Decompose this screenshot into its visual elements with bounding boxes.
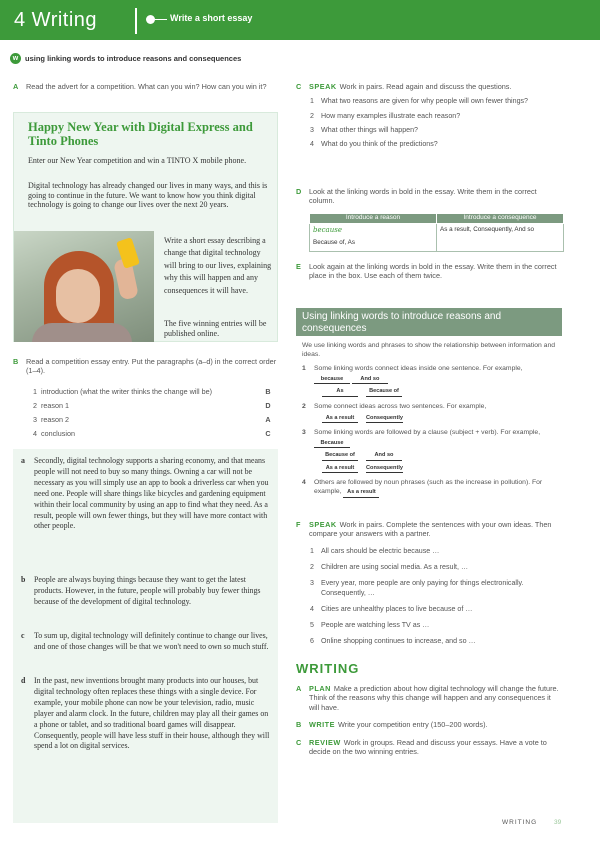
section-d-instruction: Look at the linking words in bold in the essay. Write them in the correct column. bbox=[309, 187, 537, 206]
item-text: reason 2 bbox=[41, 415, 69, 424]
photo-face bbox=[56, 269, 100, 323]
list-item: 3 Every year, more people are only paying for things electronically. Consequently, … bbox=[310, 579, 524, 597]
advert-paragraph: Enter our New Year competition and win a TINTO X mobile phone. bbox=[28, 156, 247, 165]
order-list bbox=[13, 387, 278, 443]
answer-blank[interactable]: As bbox=[322, 388, 358, 397]
paragraph-label: a bbox=[21, 456, 25, 465]
answer-field[interactable]: A bbox=[265, 415, 271, 424]
essay-paragraph-c bbox=[21, 631, 273, 653]
panel-item: 2 Some connect ideas across two sentences. For example, As a result Consequently bbox=[302, 402, 556, 424]
list-item: 5 People are watching less TV as … bbox=[310, 621, 430, 630]
answer-blank[interactable]: As a result bbox=[322, 415, 358, 424]
section-f bbox=[296, 520, 562, 654]
activity-keyword: SPEAK bbox=[309, 82, 337, 91]
item-number: 3 bbox=[33, 415, 37, 424]
consequence-cell[interactable] bbox=[437, 224, 564, 252]
answer-blank[interactable]: Because of bbox=[366, 388, 402, 397]
lesson-aim-text: using linking words to introduce reasons and consequences bbox=[25, 53, 242, 63]
panel-item: 3 Some linking words are followed by a clause (subject + verb). For example, Because Because of And so As a result Consequently bbox=[302, 428, 556, 473]
footer-section-label: WRITING bbox=[502, 819, 538, 826]
list-item: 1 All cars should be electric because … bbox=[310, 546, 440, 555]
paragraph-label: b bbox=[21, 575, 26, 584]
answer-blank[interactable]: Because bbox=[314, 440, 350, 449]
section-a bbox=[13, 82, 279, 91]
list-item: 1 What two reasons are given for why people will own fewer things? bbox=[310, 97, 529, 106]
activity-keyword: REVIEW bbox=[309, 737, 341, 747]
advert-task: Write a short essay describing a change that digital technology will bring to our lives, explaining why this will happen and any consequences it will have. bbox=[164, 236, 272, 295]
list-item: 6 Online shopping continues to increase, and so … bbox=[310, 637, 476, 646]
unit-header bbox=[0, 0, 600, 40]
section-letter: A bbox=[13, 82, 19, 91]
lesson-aim bbox=[10, 53, 241, 64]
answer-blank[interactable]: And so bbox=[366, 452, 402, 461]
panel-title: Using linking words to introduce reasons and consequences bbox=[296, 308, 562, 336]
section-letter: E bbox=[296, 262, 301, 271]
essay-paragraph-d bbox=[21, 676, 273, 752]
table-header: Introduce a reason bbox=[310, 214, 437, 224]
section-letter: A bbox=[296, 684, 302, 693]
list-item bbox=[13, 415, 278, 429]
section-d bbox=[296, 187, 562, 206]
linking-words-table bbox=[309, 213, 564, 252]
essay-text bbox=[13, 449, 278, 823]
writing-w-icon: w bbox=[10, 53, 21, 64]
item-number: 1 bbox=[33, 387, 37, 396]
photo-shirt bbox=[32, 323, 132, 342]
paragraph-text: To sum up, digital technology will definitely continue to change our lives, and one of those changes will be that we won't need to own so much stuff. bbox=[34, 631, 269, 651]
advert-paragraph: The five winning entries will be published online. bbox=[164, 319, 267, 338]
activity-keyword: PLAN bbox=[309, 684, 331, 693]
handwritten-answer: because bbox=[313, 226, 342, 234]
table-header: Introduce a consequence bbox=[437, 214, 564, 224]
list-item: 4 What do you think of the predictions? bbox=[310, 140, 438, 149]
panel-item-text: Others are followed by noun phrases (such as the increase in pollution). For example, bbox=[314, 479, 543, 496]
paragraph-text: Secondly, digital technology supports a sharing economy, and that means people will not need to buy so many things. Owning a car will not be necessary as you will simply use an app to book a driverless car when you need one. People will share things like bicycles and gardening equipment within their local community by using an app to find what they need. As a result, people will own fewer things, but they will have more contact with other people. bbox=[34, 456, 269, 531]
section-letter: C bbox=[296, 82, 302, 91]
item-number: 2 bbox=[33, 401, 37, 410]
section-letter: D bbox=[296, 187, 302, 196]
paragraph-text: In the past, new inventions brought many products into our houses, but digital technology often replaces these things with a single device. For example, your mobile phone can now be your television, radio, music player and alarm clock. In the future, children may play all their games on a phone or tablet, and so traditional board games will disappear. Consequently, people will have less stuff in their house, although they will spend a lot on digital services. bbox=[34, 676, 270, 751]
writing-write-text: Write your competition entry (150–200 words). bbox=[338, 720, 488, 730]
activity-keyword: SPEAK bbox=[309, 520, 337, 529]
section-c bbox=[296, 82, 562, 154]
writing-review-text: Work in groups. Read and discuss your essays. Have a vote to decide on the two winning entries. bbox=[309, 737, 547, 757]
reason-cell[interactable] bbox=[310, 224, 437, 252]
panel-item: 1 Some linking words connect ideas inside one sentence. For example, because And so As Because of bbox=[302, 364, 556, 396]
list-item: 2 Children are using social media. As a result, … bbox=[310, 563, 469, 572]
answer-blank[interactable]: because bbox=[314, 376, 350, 385]
essay-paragraph-a bbox=[21, 456, 273, 532]
section-letter: F bbox=[296, 520, 301, 529]
section-e-instruction: Look again at the linking words in bold in the essay. Write them in the correct place in the box. Use each of them twice. bbox=[309, 262, 557, 281]
section-f-instruction: Work in pairs. Complete the sentences with your own ideas. Then compare your answers with a partner. bbox=[309, 520, 552, 539]
section-a-instruction: Read the advert for a competition. What can you win? How can you win it? bbox=[26, 82, 267, 91]
item-text: reason 1 bbox=[41, 401, 69, 410]
list-item: 2 How many examples illustrate each reason? bbox=[310, 111, 461, 120]
panel-item-text: Some connect ideas across two sentences. For example, bbox=[314, 402, 487, 410]
essay-paragraph-b bbox=[21, 575, 273, 608]
answer-blank[interactable]: As a result bbox=[343, 489, 379, 498]
advert-paragraph: Digital technology has already changed our lives in many ways, and this is going to continue in the future. We want to know how you think digital technology is going to change our lives over the next 20 years. bbox=[28, 181, 268, 210]
printed-answer: As a result, Consequently, And so bbox=[440, 226, 535, 233]
answer-field[interactable]: D bbox=[265, 401, 271, 410]
item-number: 4 bbox=[33, 429, 37, 438]
paragraph-label: c bbox=[21, 631, 25, 640]
lesson-subtitle: Write a short essay bbox=[170, 13, 253, 23]
competition-advert bbox=[13, 112, 278, 342]
answer-field[interactable]: C bbox=[265, 429, 271, 438]
answer-blank[interactable]: And so bbox=[352, 376, 388, 385]
advert-title: Happy New Year with Digital Express and Tinto Phones bbox=[28, 120, 253, 149]
bullet-icon bbox=[146, 15, 155, 24]
page-number: 39 bbox=[554, 819, 562, 826]
item-text: introduction (what the writer thinks the change will be) bbox=[41, 387, 212, 396]
panel-item-text: Some linking words are followed by a clause (subject + verb). For example, bbox=[314, 429, 541, 437]
list-item bbox=[13, 387, 278, 401]
answer-blank[interactable]: Because of bbox=[322, 452, 358, 461]
section-letter: C bbox=[296, 737, 302, 747]
writing-plan-text: Make a prediction about how digital technology will change the future. Think of the reasons why this change will happen and any consequences it will have. bbox=[309, 684, 559, 712]
printed-answer: Because of, As bbox=[313, 239, 356, 247]
list-item bbox=[13, 429, 278, 443]
section-b bbox=[13, 357, 278, 376]
section-e bbox=[296, 262, 562, 281]
unit-title: 4 Writing bbox=[14, 9, 98, 31]
section-letter: B bbox=[296, 720, 302, 730]
panel-intro: We use linking words and phrases to show the relationship between information and ideas. bbox=[302, 342, 556, 359]
question-list bbox=[296, 97, 562, 149]
selfie-photo bbox=[14, 231, 154, 342]
section-letter: B bbox=[13, 357, 19, 366]
dash-line bbox=[155, 19, 167, 20]
panel-item: 4 Others are followed by noun phrases (such as the increase in pollution). For example, As a result bbox=[302, 478, 556, 498]
answer-blank[interactable]: As a result bbox=[322, 465, 358, 474]
paragraph-text: People are always buying things because they want to get the latest products. However, in the future, people will probably buy fewer things because of the development of digital technology. bbox=[34, 575, 261, 606]
writing-heading: WRITING bbox=[296, 661, 360, 676]
paragraph-label: d bbox=[21, 676, 26, 685]
list-item: 3 What other things will happen? bbox=[310, 125, 419, 134]
sentence-list bbox=[296, 547, 562, 647]
activity-keyword: WRITE bbox=[309, 720, 336, 730]
writing-section bbox=[296, 684, 562, 757]
list-item bbox=[13, 401, 278, 415]
answer-blank[interactable]: Consequently bbox=[366, 465, 403, 474]
section-c-instruction: Work in pairs. Read again and discuss the questions. bbox=[339, 82, 512, 91]
list-item: 4 Cities are unhealthy places to live because of … bbox=[310, 604, 473, 613]
section-b-instruction: Read a competition essay entry. Put the paragraphs (a–d) in the correct order (1–4). bbox=[26, 357, 277, 376]
language-panel bbox=[296, 308, 562, 512]
header-divider bbox=[135, 8, 137, 34]
answer-blank[interactable]: Consequently bbox=[366, 415, 403, 424]
item-text: conclusion bbox=[41, 429, 75, 438]
answer-field[interactable]: B bbox=[265, 387, 271, 396]
panel-item-text: Some linking words connect ideas inside one sentence. For example, bbox=[314, 365, 523, 373]
panel-body bbox=[296, 336, 562, 503]
